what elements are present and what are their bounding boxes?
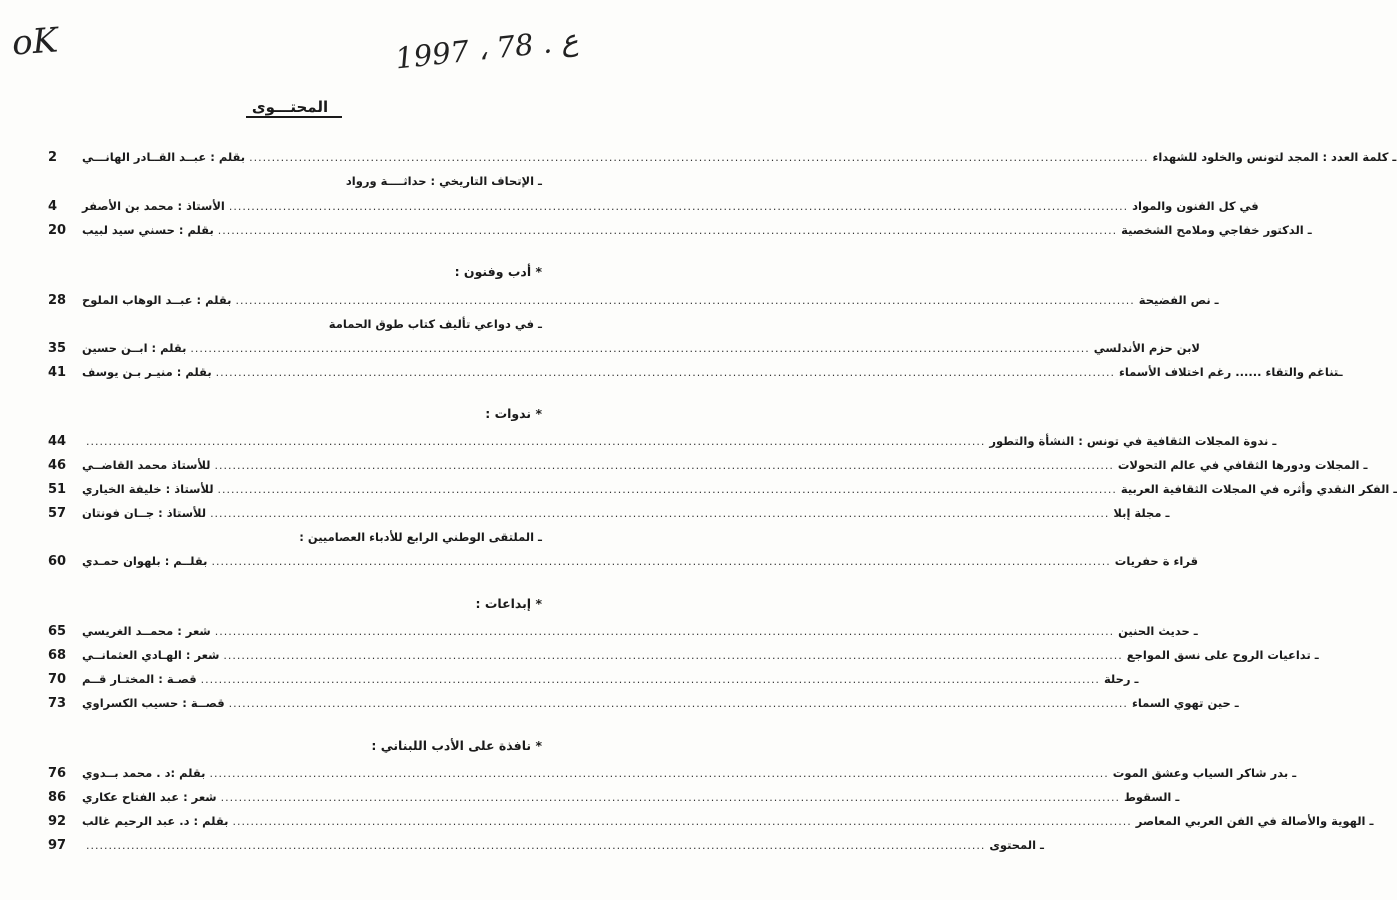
toc-entry [48, 812, 1374, 830]
toc-entry [48, 694, 1239, 712]
entry-author: شعر : عبد الفتاح عكاري [82, 790, 217, 804]
toc-entry [48, 148, 1397, 166]
page-number: 97 [48, 837, 67, 853]
dot-leader: ........................................................................................................................................................................................................ [217, 482, 1117, 496]
dot-leader: ........................................................................................................................................................................................................ [217, 223, 1118, 237]
toc-entry [48, 221, 1312, 239]
toc-entry [48, 291, 1219, 309]
page-number: 57 [48, 505, 67, 521]
entry-author: بقلم : عبــد الوهاب الملوح [82, 293, 232, 307]
page-number: 4 [48, 198, 58, 214]
toc-entry [48, 646, 1319, 664]
dot-leader: ........................................................................................................................................................................................................ [209, 766, 1109, 780]
page-number: 20 [48, 222, 67, 238]
dot-leader: ........................................................................................................................................................................................................ [210, 506, 1110, 520]
dot-leader: ........................................................................................................................................................................................................ [211, 554, 1111, 568]
toc-entry [48, 339, 1200, 357]
toc-entry [48, 363, 1343, 381]
section-heading: * نافذة على الأدب اللبناني : [371, 738, 542, 753]
entry-author: بقلم : منيـر بـن يوسف [82, 365, 212, 379]
toc-entry [48, 432, 1277, 450]
entry-title: ـ المحتوى [989, 838, 1044, 852]
dot-leader: ........................................................................................................................................................................................................ [214, 458, 1114, 472]
entry-title: ـ كلمة العدد : المجد لتونس والخلود للشهداء [1152, 150, 1397, 164]
toc-entry [48, 670, 1139, 688]
dot-leader: ........................................................................................................................................................................................................ [220, 790, 1120, 804]
entry-author: للأستاذ : خليفة الخياري [82, 482, 214, 496]
dot-leader: ........................................................................................................................................................................................................ [200, 672, 1100, 686]
entry-author: بقلم :د . محمد بــدوي [82, 766, 206, 780]
dot-leader: ........................................................................................................................................................................................................ [86, 838, 986, 852]
entry-title: ـ تداعيات الروح على نسق المواجع [1126, 648, 1319, 662]
handwritten-note-left: oK [10, 20, 60, 64]
dot-leader: ........................................................................................................................................................................................................ [214, 624, 1115, 638]
entry-title: ـ مجلة إبلا [1113, 506, 1170, 520]
entry-author: قصـة : المختـار قــم [82, 672, 197, 686]
dot-leader: ........................................................................................................................................................................................................ [232, 814, 1132, 828]
entry-title: ـتناغم والتقاء ...... رغم اختلاف الأسماء [1118, 365, 1343, 379]
entry-title: ـ في دواعي تأليف كتاب طوق الحمامة [328, 317, 542, 331]
page-number: 41 [48, 364, 67, 380]
toc-entry [48, 622, 1198, 640]
toc-entry [48, 480, 1397, 498]
page-number: 92 [48, 813, 67, 829]
page-number: 35 [48, 340, 67, 356]
entry-title: ـ المجلات ودورها الثقافي في عالم التحولات [1117, 458, 1368, 472]
entry-author: بقلم : حسني سيد لبيب [82, 223, 214, 237]
page-number: 44 [48, 433, 67, 449]
dot-leader: ........................................................................................................................................................................................................ [228, 696, 1128, 710]
section-heading: * أدب وفنون : [454, 264, 542, 279]
toc-entry [48, 172, 542, 190]
entry-author: بقلم : ابــن حسين [82, 341, 187, 355]
entry-title: ـ الملتقى الوطني الرابع للأدباء العصاميين : [299, 530, 542, 544]
section-heading: * إبداعات : [475, 596, 542, 611]
page-number: 68 [48, 647, 67, 663]
dot-leader: ........................................................................................................................................................................................................ [86, 434, 986, 448]
toc-entry [48, 788, 1180, 806]
entry-author: بقلم : عبــد القــادر الهانـــي [82, 150, 246, 164]
entry-title: ـ الإتحاف التاريخي : حداثــــة ورواد [345, 174, 542, 188]
entry-author: شعر : الهـادي العثمانــي [82, 648, 220, 662]
dot-leader: ........................................................................................................................................................................................................ [249, 150, 1149, 164]
entry-title: في كل الفنون والمواد [1132, 199, 1259, 213]
toc-entry [48, 315, 542, 333]
entry-title: ـ الفكر النقدي وأثره في المجلات الثقافية العربية [1120, 482, 1397, 496]
entry-title: ـ ندوة المجلات الثقافية في تونس : النشأة والتطور [989, 434, 1277, 448]
page-number: 73 [48, 695, 67, 711]
handwritten-note-right: 1997 ، 78 . ع [393, 22, 580, 76]
page-number: 86 [48, 789, 67, 805]
entry-author: للأستاذ : جــان فونتان [82, 506, 207, 520]
toc-entry [48, 552, 1199, 570]
page-number: 70 [48, 671, 67, 687]
dot-leader: ........................................................................................................................................................................................................ [190, 341, 1090, 355]
page-number: 28 [48, 292, 67, 308]
entry-title: ـ بدر شاكر السياب وعشق الموت [1112, 766, 1297, 780]
toc-entry [48, 528, 542, 546]
page-number: 76 [48, 765, 67, 781]
page-number: 51 [48, 481, 67, 497]
toc-entry [48, 504, 1170, 522]
page-title: المحتـــوى [251, 98, 329, 116]
entry-title: ـ حين تهوي السماء [1131, 696, 1239, 710]
page-number: 46 [48, 457, 67, 473]
dot-leader: ........................................................................................................................................................................................................ [223, 648, 1123, 662]
dot-leader: ........................................................................................................................................................................................................ [235, 293, 1135, 307]
entry-author: قصــة : حسيب الكسراوي [82, 696, 225, 710]
entry-author: للأستاذ محمد القاضــي [82, 458, 211, 472]
entry-title: لابن حزم الأندلسي [1093, 341, 1200, 355]
entry-author: بقلم : د. عبد الرحيم غالب [82, 814, 229, 828]
page-number: 2 [48, 149, 58, 165]
toc-entry [48, 836, 1044, 854]
entry-title: ـ حديث الحنين [1118, 624, 1198, 638]
dot-leader: ........................................................................................................................................................................................................ [228, 199, 1129, 213]
entry-author: بقلــم : بلهوان حمـدي [82, 554, 208, 568]
entry-title: ـ رحلة [1103, 672, 1139, 686]
entry-title: ـ السقوط [1123, 790, 1180, 804]
entry-author: شعر : محمــد الغريسي [82, 624, 211, 638]
toc-entry [48, 764, 1297, 782]
section-heading: * ندوات : [485, 406, 542, 421]
page-number: 60 [48, 553, 67, 569]
entry-title: ـ الدكتور خفاجي وملامح الشخصية [1121, 223, 1312, 237]
entry-title: ـ الهوية والأصالة في الفن العربي المعاصر [1135, 814, 1374, 828]
toc-entry [48, 456, 1368, 474]
toc-entry [48, 197, 1259, 215]
dot-leader: ........................................................................................................................................................................................................ [215, 365, 1115, 379]
entry-author: الأستاذ : محمد بن الأصفر [82, 199, 225, 213]
entry-title: ـ نص الفضيحة [1138, 293, 1219, 307]
entry-title: قراء ة حفريات [1114, 554, 1199, 568]
page-number: 65 [48, 623, 67, 639]
